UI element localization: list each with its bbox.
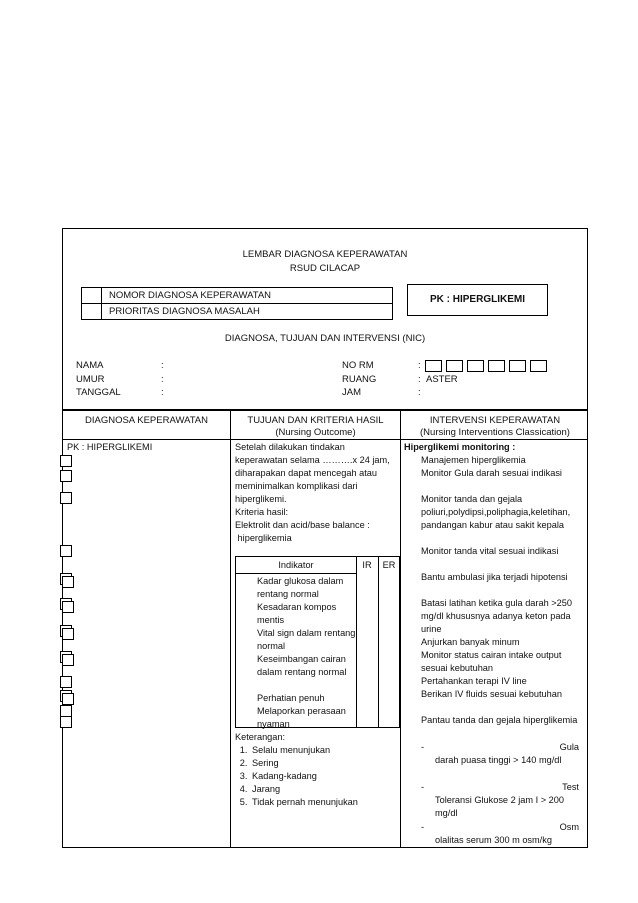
intervention-item: Monitor status cairan intake output sesuai kebutuhan bbox=[421, 650, 562, 673]
sub-item-rest: olalitas serum 300 m osm/kg bbox=[435, 835, 552, 845]
sub-item-dash: - bbox=[421, 822, 425, 832]
intervention-item: Anjurkan banyak minum bbox=[421, 637, 520, 647]
sub-item bbox=[421, 821, 579, 834]
priority-label: PRIORITAS DIAGNOSA MASALAH bbox=[109, 306, 260, 317]
tanggal-colon: : bbox=[161, 387, 164, 398]
checkbox[interactable] bbox=[62, 601, 74, 613]
sub-item-dash: - bbox=[421, 782, 425, 792]
sub-item-first: Test bbox=[562, 782, 579, 792]
norm-digit-box[interactable] bbox=[467, 360, 484, 372]
indicator-item: Perhatian penuh bbox=[257, 693, 325, 703]
goal-line: keperawatan selama ……….x 24 jam, bbox=[235, 455, 390, 465]
diagnosis-text: PK : HIPERGLIKEMI bbox=[67, 442, 153, 452]
keterangan-item: 5. Tidak pernah menunjukan bbox=[250, 796, 398, 809]
col-header-intervention-sub: (Nursing Interventions Classication) bbox=[420, 427, 570, 438]
goal-line: Elektrolit dan acid/base balance : bbox=[235, 520, 370, 530]
col-header-outcome-sub: (Nursing Outcome) bbox=[275, 427, 356, 438]
col-header-outcome: TUJUAN DAN KRITERIA HASIL bbox=[247, 415, 384, 426]
intervention-item: Monitor tanda dan gejala poliuri,polydipsi,poliphagia,keletihan, pandangan kabur atau sakit kepala bbox=[421, 494, 571, 530]
intervention-item: Manajemen hiperglikemia bbox=[421, 455, 526, 465]
intervention-item: Monitor tanda vital sesuai indikasi bbox=[421, 546, 559, 556]
ruang-value: ASTER bbox=[426, 374, 458, 385]
umur-colon: : bbox=[161, 374, 164, 385]
checkbox[interactable] bbox=[62, 628, 74, 640]
nama-colon: : bbox=[161, 360, 164, 371]
keterangan-block bbox=[235, 731, 398, 809]
checkbox[interactable] bbox=[60, 470, 72, 482]
intervention-item: Berikan IV fluids sesuai kebutuhan bbox=[421, 689, 562, 699]
checkbox[interactable] bbox=[60, 492, 72, 504]
intervention-title: Hiperglikemi monitoring : bbox=[404, 442, 516, 452]
col-header-diagnosis: DIAGNOSA KEPERAWATAN bbox=[85, 415, 208, 426]
er-header: ER bbox=[382, 560, 396, 570]
intervention-item: Pertahankan terapi IV line bbox=[421, 676, 527, 686]
field-norm bbox=[342, 360, 582, 374]
care-plan-table bbox=[62, 410, 588, 848]
keterangan-item: 4. Jarang bbox=[250, 783, 398, 796]
checkbox[interactable] bbox=[60, 716, 72, 728]
diagnosis-number-cell[interactable] bbox=[82, 288, 102, 303]
tanggal-label: TANGGAL bbox=[76, 387, 121, 398]
sub-item bbox=[421, 741, 579, 754]
indicator-item: Kadar glukosa dalam rentang normal bbox=[257, 576, 344, 599]
norm-digit-box[interactable] bbox=[488, 360, 505, 372]
sub-item-rest: Toleransi Glukose 2 jam I > 200 mg/dl bbox=[435, 795, 564, 818]
norm-digit-box[interactable] bbox=[446, 360, 463, 372]
col-header-intervention: INTERVENSI KEPERAWATAN bbox=[429, 415, 561, 426]
diagnosis-number-box bbox=[81, 287, 393, 320]
checkbox[interactable] bbox=[60, 545, 72, 557]
checkbox[interactable] bbox=[60, 455, 72, 467]
indicator-header: Indikator bbox=[278, 560, 314, 570]
keterangan-item: 1. Selalu menunjukan bbox=[250, 744, 398, 757]
checkbox[interactable] bbox=[62, 576, 74, 588]
indicator-item: Vital sign dalam rentang normal bbox=[257, 628, 356, 651]
norm-digit-box[interactable] bbox=[530, 360, 547, 372]
checkbox[interactable] bbox=[62, 654, 74, 666]
goal-line: meminimalkan komplikasi dari bbox=[235, 481, 358, 491]
norm-label: NO RM bbox=[342, 360, 374, 371]
sub-item-first: Gula bbox=[559, 742, 579, 752]
form-title: LEMBAR DIAGNOSA KEPERAWATAN bbox=[242, 249, 408, 260]
pk-box: PK : HIPERGLIKEMI bbox=[407, 284, 548, 316]
goal-line: Kriteria hasil: bbox=[235, 507, 289, 517]
goal-line: hiperglikemi. bbox=[235, 494, 287, 504]
sub-item-rest: darah puasa tinggi > 140 mg/dl bbox=[435, 755, 562, 765]
indicator-item: Keseimbangan cairan dalam rentang normal bbox=[257, 654, 347, 677]
checkbox[interactable] bbox=[62, 693, 74, 705]
keterangan-list bbox=[235, 744, 398, 809]
intervention-item: Pantau tanda dan gejala hiperglikemia bbox=[421, 715, 578, 725]
priority-row bbox=[82, 304, 392, 320]
goal-line: Setelah dilakukan tindakan bbox=[235, 442, 345, 452]
norm-digit-box[interactable] bbox=[425, 360, 442, 372]
nama-label: NAMA bbox=[76, 360, 104, 371]
hospital-name: RSUD CILACAP bbox=[289, 263, 361, 274]
intervention-item: Monitor Gula darah sesuai indikasi bbox=[421, 468, 562, 478]
indicator-item: Melaporkan perasaan nyaman bbox=[257, 706, 346, 729]
umur-label: UMUR bbox=[76, 374, 105, 385]
norm-colon: : bbox=[418, 360, 421, 371]
sub-item-dash: - bbox=[421, 742, 425, 752]
checkbox[interactable] bbox=[60, 676, 72, 688]
keterangan-item: 3. Kadang-kadang bbox=[250, 770, 398, 783]
diagnosis-number-row bbox=[82, 288, 392, 304]
indicator-table bbox=[235, 556, 400, 728]
goal-line: hiperglikemia bbox=[235, 533, 292, 543]
indicator-item: Kesadaran kompos mentis bbox=[257, 602, 337, 625]
diagnosis-number-label: NOMOR DIAGNOSA KEPERAWATAN bbox=[109, 290, 272, 301]
ruang-colon: : bbox=[418, 374, 421, 385]
header-box bbox=[62, 228, 588, 410]
goal-line: diharapakan dapat mencegah atau bbox=[235, 468, 378, 478]
intervention-item: Batasi latihan ketika gula darah >250 mg/dl khususnya adanya keton pada urine bbox=[421, 598, 572, 634]
keterangan-item: 2. Sering bbox=[250, 757, 398, 770]
sub-item-first: Osm bbox=[559, 822, 579, 832]
section-title: DIAGNOSA, TUJUAN DAN INTERVENSI (NIC) bbox=[224, 333, 426, 344]
jam-colon: : bbox=[418, 387, 421, 398]
intervention-item: Bantu ambulasi jika terjadi hipotensi bbox=[421, 572, 568, 582]
norm-digit-box[interactable] bbox=[509, 360, 526, 372]
sub-item bbox=[421, 781, 579, 794]
keterangan-label: Keterangan: bbox=[235, 732, 286, 742]
jam-label: JAM bbox=[342, 387, 361, 398]
ruang-label: RUANG bbox=[342, 374, 377, 385]
ir-header: IR bbox=[362, 560, 372, 570]
priority-cell[interactable] bbox=[82, 304, 102, 320]
